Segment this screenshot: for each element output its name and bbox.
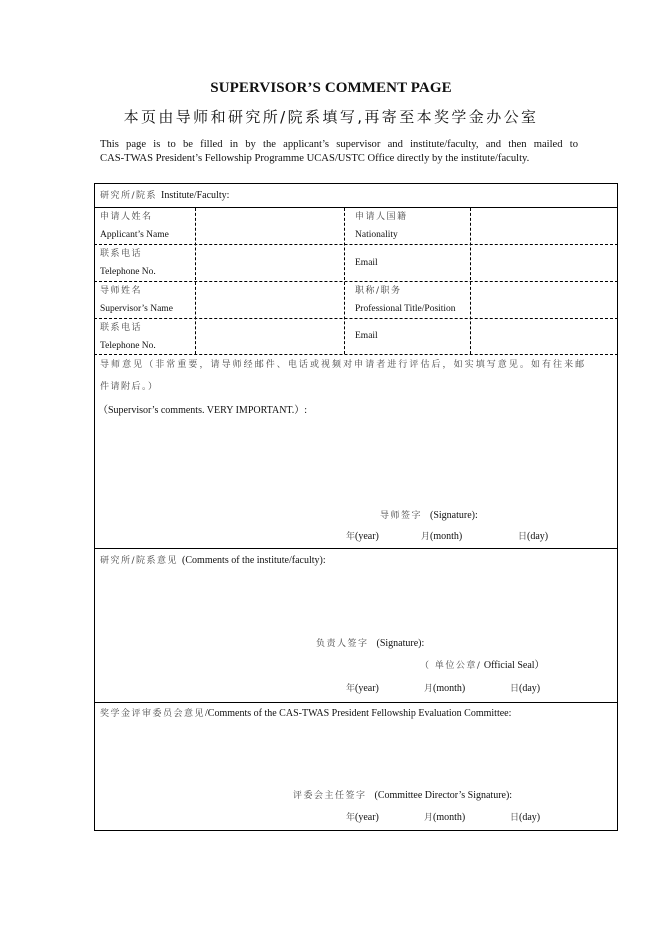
official-seal-label: （ 单位公章/ Official Seal） [420,660,545,671]
section-divider [94,548,618,549]
committee-date-year: 年(year) [346,812,379,823]
applicant-telephone-label: 联系电话 Telephone No. [100,249,156,277]
supervisor-date-day: 日(day) [518,531,549,542]
institute-date-year: 年(year) [346,683,379,694]
nationality-label: 申请人国籍 Nationality [355,212,408,240]
professional-title-field[interactable] [471,282,617,318]
page-title: SUPERVISOR’S COMMENT PAGE [210,80,452,96]
supervisor-email-field[interactable] [471,319,617,354]
supervisor-date-month: 月(month) [421,531,463,542]
applicant-email-label: Email [355,258,378,268]
committee-date-day: 日(day) [510,812,541,823]
applicant-telephone-field[interactable] [196,245,343,281]
section-divider [94,702,618,703]
page-subtitle-chinese: 本页由导师和研究所/院系填写,再寄至本奖学金办公室 [123,108,539,126]
institute-date-day: 日(day) [510,683,541,694]
committee-date-month: 月(month) [424,812,466,823]
committee-comment-field[interactable] [100,724,612,784]
row-divider [94,354,618,355]
intro-paragraph [100,138,578,166]
supervisor-name-label: 导师姓名 Supervisor’s Name [100,286,173,314]
committee-signature-label: 评委会主任签字 (Committee Director’s Signature): [293,790,513,801]
supervisor-telephone-field[interactable] [196,319,343,354]
intro-line-1: This page is to be filled in by the applicant’s supervisor and institute/faculty, and then mailed to [100,139,578,150]
nationality-field[interactable] [471,208,617,244]
supervisor-instruction-en: （Supervisor’s comments. VERY IMPORTANT.）: [98,405,308,416]
applicant-name-label: 申请人姓名 Applicant’s Name [100,212,169,240]
supervisor-instruction-cn-line2: 件请附后。） [100,382,159,392]
applicant-name-field[interactable] [196,208,343,244]
institute-comments-heading: 研究所/院系意见 (Comments of the institute/faculty): [100,555,326,566]
intro-line-2: CAS-TWAS President’s Fellowship Programme UCAS/USTC Office directly by the institute/faculty. [100,153,530,164]
applicant-email-field[interactable] [471,245,617,281]
institute-signature-label: 负责人签字 (Signature): [316,638,425,649]
column-divider [344,208,345,354]
supervisor-instruction-cn-line1: 导师意见（非常重要，请导师经邮件、电话或视频对申请者进行评估后，如实填写意见。如有往来邮 [100,360,587,370]
professional-title-label: 职称/职务 Professional Title/Position [355,286,456,314]
supervisor-date-year: 年(year) [346,531,379,542]
supervisor-name-field[interactable] [196,282,343,318]
supervisor-signature-label: 导师签字 (Signature): [380,510,478,521]
institute-faculty-field[interactable] [250,185,610,205]
committee-comments-heading: 奖学金评审委员会意见/Comments of the CAS-TWAS President Fellowship Evaluation Committee: [100,708,512,719]
supervisor-email-label: Email [355,331,378,341]
institute-comment-field[interactable] [100,572,612,630]
supervisor-telephone-label: 联系电话 Telephone No. [100,323,156,351]
column-divider [470,208,471,354]
institute-faculty-label: 研究所/院系 Institute/Faculty: [100,190,230,201]
supervisor-comment-field[interactable] [100,425,612,503]
column-divider [195,208,196,354]
institute-date-month: 月(month) [424,683,466,694]
